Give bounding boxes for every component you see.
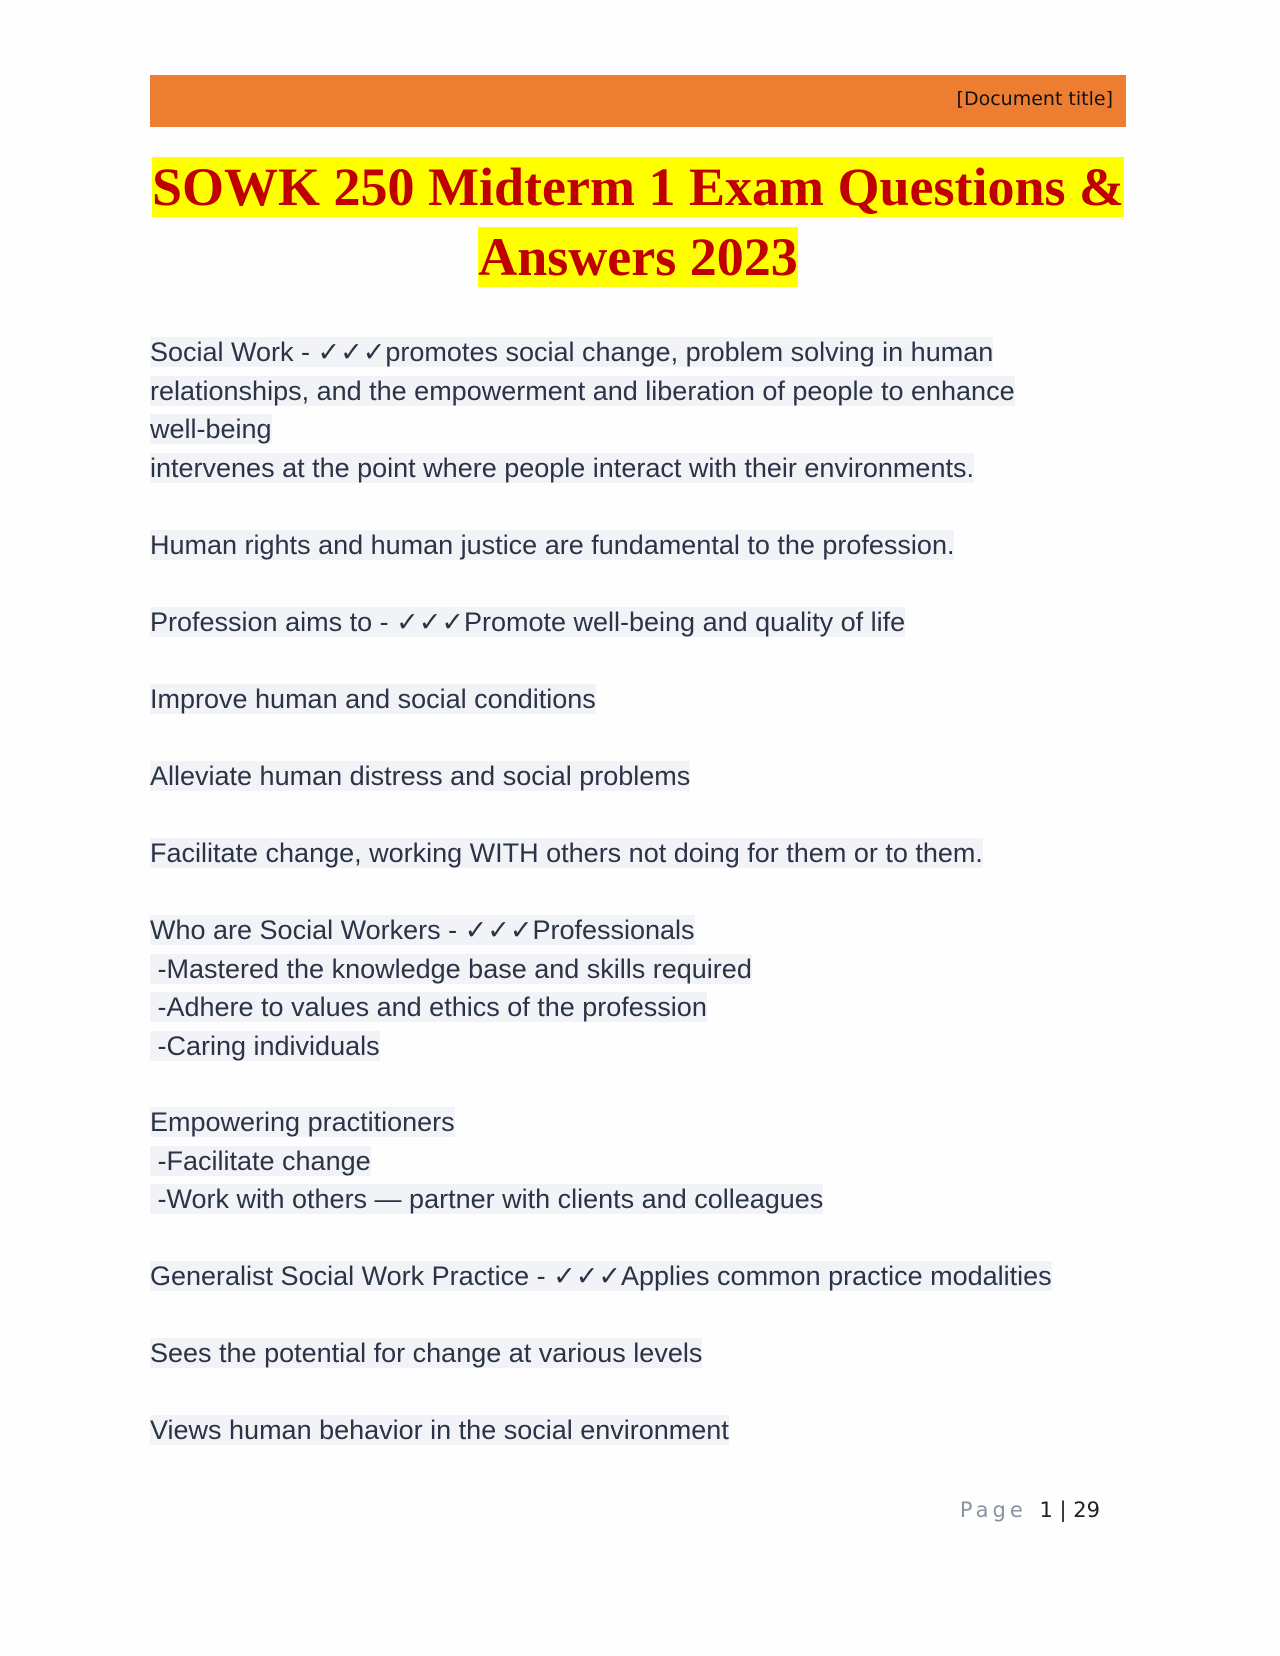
page-number: 1 [1039, 1498, 1053, 1522]
paragraph-alleviate-distress [150, 757, 1140, 796]
text-line: Empowering practitioners [150, 1107, 455, 1137]
text-line: -Caring individuals [150, 1030, 380, 1061]
page-footer [960, 1498, 1100, 1522]
text-line: Facilitate change, working WITH others not doing for them or to them. [150, 838, 983, 868]
paragraph-empowering-practitioners [150, 1103, 1140, 1219]
paragraph-social-work [150, 333, 1140, 487]
text-line: Alleviate human distress and social problems [150, 761, 691, 791]
document-title [150, 152, 1126, 292]
text-line: Improve human and social conditions [150, 684, 596, 714]
header-bar [150, 75, 1126, 127]
text-line: Views human behavior in the social environment [150, 1415, 729, 1445]
total-pages: 29 [1073, 1498, 1100, 1522]
page-label: Page [959, 1498, 1027, 1522]
text-line: relationships, and the empowerment and liberation of people to enhance [150, 375, 1015, 406]
text-line: -Facilitate change [150, 1145, 371, 1176]
text-line: Social Work - ✓✓✓promotes social change, problem solving in human [150, 337, 994, 367]
paragraph-generalist-practice [150, 1257, 1140, 1296]
text-line: -Adhere to values and ethics of the profession [150, 992, 707, 1022]
title-line-2: Answers 2023 [478, 227, 798, 287]
text-line: Profession aims to - ✓✓✓Promote well-being and quality of life [150, 607, 906, 637]
paragraph-human-behavior [150, 1411, 1140, 1450]
text-line: Generalist Social Work Practice - ✓✓✓Applies common practice modalities [150, 1261, 1052, 1291]
page-separator: | [1059, 1498, 1067, 1522]
text-line: Human rights and human justice are fundamental to the profession. [150, 530, 955, 560]
paragraph-improve-conditions [150, 680, 1140, 719]
paragraph-who-are-social-workers [150, 911, 1140, 1065]
text-line: Sees the potential for change at various levels [150, 1338, 703, 1368]
text-line: -Mastered the knowledge base and skills required [150, 953, 752, 984]
text-line: Who are Social Workers - ✓✓✓Professionals [150, 915, 695, 945]
text-line: -Work with others — partner with clients and colleagues [150, 1184, 824, 1214]
paragraph-profession-aims [150, 603, 1140, 642]
paragraph-human-rights [150, 526, 1140, 565]
paragraph-facilitate-change [150, 834, 1140, 873]
text-line: well-being [150, 414, 272, 444]
paragraph-potential-for-change [150, 1334, 1140, 1373]
header-document-title: [Document title] [956, 88, 1113, 110]
title-line-1: SOWK 250 Midterm 1 Exam Questions & [152, 157, 1124, 217]
text-line: intervenes at the point where people interact with their environments. [150, 452, 974, 483]
